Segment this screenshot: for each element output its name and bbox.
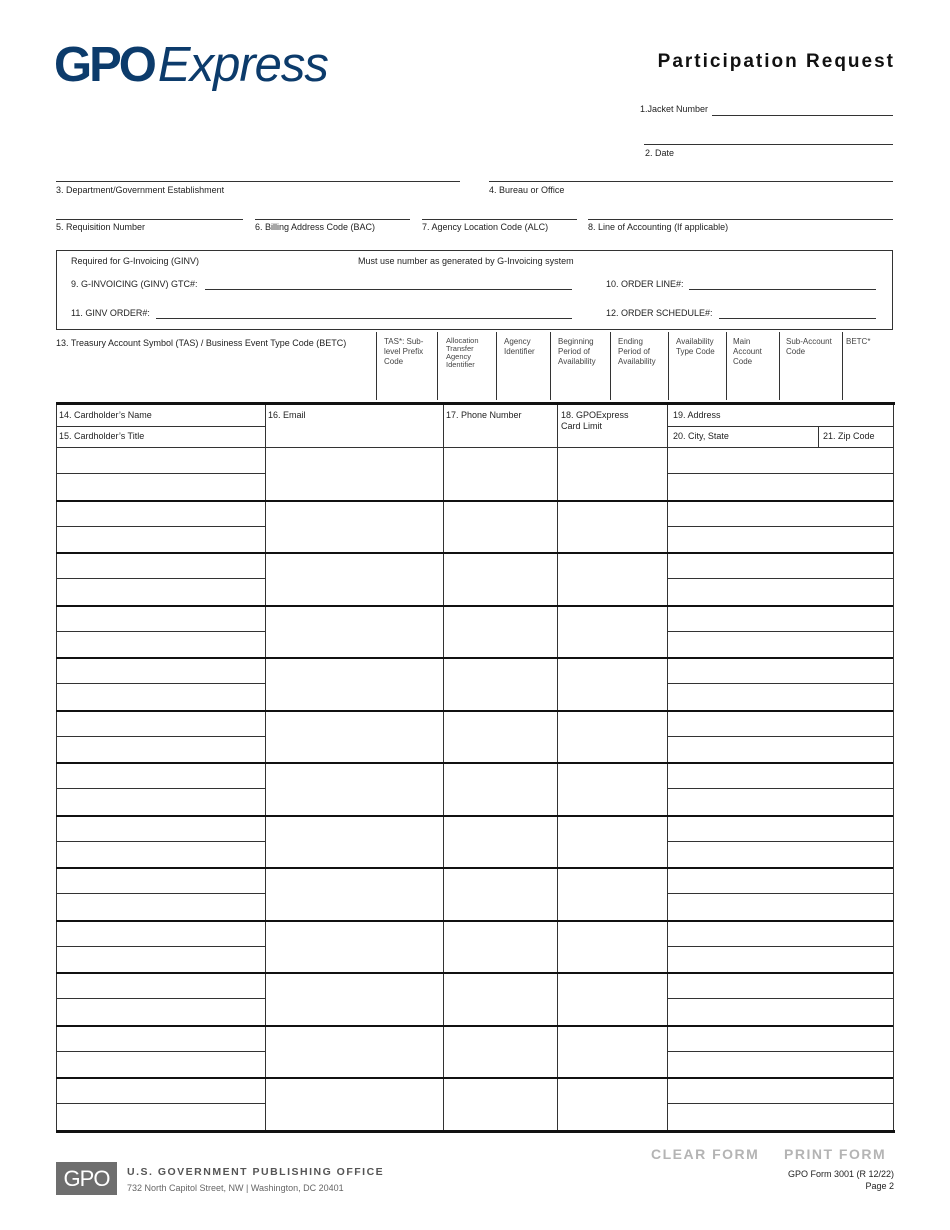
- city-state-zip-input[interactable]: [668, 947, 892, 971]
- tas-col-betc[interactable]: [842, 332, 895, 400]
- tas-col-availability-label: Availability Type Code: [676, 337, 715, 356]
- tas-col-sub-account[interactable]: [779, 332, 842, 400]
- tas-col-allocation-label: Allocation Transfer Agency Identifier: [446, 336, 479, 369]
- cardholder-title-input[interactable]: [57, 789, 264, 813]
- logo-express-text: Express: [157, 38, 328, 92]
- cardholder-title-header: 15. Cardholder’s Title: [59, 431, 145, 441]
- phone-input[interactable]: [444, 711, 556, 762]
- cardholder-title-input[interactable]: [57, 842, 264, 866]
- bureau-label: 4. Bureau or Office: [489, 185, 565, 195]
- cardholder-name-input[interactable]: [57, 763, 264, 787]
- form-number: [788, 1168, 894, 1192]
- tas-col-availability[interactable]: [668, 332, 726, 400]
- page-title: Participation Request: [657, 51, 895, 72]
- bureau-field[interactable]: [489, 181, 893, 182]
- city-state-zip-input[interactable]: [668, 474, 892, 498]
- phone-input[interactable]: [444, 816, 556, 867]
- card-limit-input[interactable]: [558, 501, 666, 552]
- cardholder-title-input[interactable]: [57, 579, 264, 603]
- city-state-zip-input[interactable]: [668, 527, 892, 551]
- email-input[interactable]: [266, 606, 442, 657]
- cardholder-name-input[interactable]: [57, 868, 264, 892]
- header-divider-address: [667, 426, 893, 427]
- bac-field[interactable]: [255, 219, 410, 220]
- tas-col-end-label: Ending Period of Availability: [618, 337, 656, 366]
- jacket-number-field[interactable]: [712, 115, 893, 116]
- table-right-border: [893, 405, 894, 1130]
- city-state-zip-input[interactable]: [668, 737, 892, 761]
- department-label: 3. Department/Government Establishment: [56, 185, 225, 195]
- line-of-accounting-field[interactable]: [588, 219, 893, 220]
- cardholder-name-header: 14. Cardholder’s Name: [59, 410, 152, 420]
- email-input[interactable]: [266, 921, 442, 972]
- city-state-zip-input[interactable]: [668, 894, 892, 918]
- tas-col-sublevel[interactable]: [376, 332, 437, 400]
- order-line-label: 10. ORDER LINE#:: [606, 279, 684, 289]
- phone-input[interactable]: [444, 921, 556, 972]
- cardholder-name-input[interactable]: [57, 1026, 264, 1050]
- card-limit-input[interactable]: [558, 553, 666, 604]
- alc-field[interactable]: [422, 219, 577, 220]
- cardholder-title-input[interactable]: [57, 999, 264, 1023]
- city-state-zip-input[interactable]: [668, 1104, 892, 1128]
- card-limit-input[interactable]: [558, 448, 666, 499]
- address-header: 19. Address: [673, 410, 721, 420]
- address-input[interactable]: [668, 553, 892, 577]
- tas-col-betc-label: BETC*: [846, 337, 871, 346]
- phone-input[interactable]: [444, 1078, 556, 1129]
- cardholder-name-input[interactable]: [57, 448, 264, 472]
- form-number-text: GPO Form 3001 (R 12/22): [787, 1169, 894, 1179]
- city-state-zip-input[interactable]: [668, 842, 892, 866]
- clear-form-button[interactable]: CLEAR FORM: [651, 1146, 760, 1162]
- tas-col-main-account-label: Main Account Code: [733, 337, 762, 366]
- email-input[interactable]: [266, 973, 442, 1024]
- cardholder-title-input[interactable]: [57, 947, 264, 971]
- address-input[interactable]: [668, 973, 892, 997]
- card-limit-input[interactable]: [558, 1078, 666, 1129]
- bac-label: 6. Billing Address Code (BAC): [255, 222, 376, 232]
- requisition-field[interactable]: [56, 219, 243, 220]
- address-input[interactable]: [668, 921, 892, 945]
- address-input[interactable]: [668, 868, 892, 892]
- email-input[interactable]: [266, 711, 442, 762]
- requisition-label: 5. Requisition Number: [56, 222, 146, 232]
- email-input[interactable]: [266, 448, 442, 499]
- address-input[interactable]: [668, 1026, 892, 1050]
- phone-input[interactable]: [444, 868, 556, 919]
- email-input[interactable]: [266, 868, 442, 919]
- city-state-zip-input[interactable]: [668, 1052, 892, 1076]
- ginv-order-field[interactable]: [156, 318, 572, 319]
- phone-input[interactable]: [444, 1026, 556, 1077]
- phone-input[interactable]: [444, 973, 556, 1024]
- cardholder-name-input[interactable]: [57, 973, 264, 997]
- email-input[interactable]: [266, 501, 442, 552]
- phone-header: 17. Phone Number: [446, 410, 522, 420]
- cardholder-title-input[interactable]: [57, 894, 264, 918]
- phone-input[interactable]: [444, 448, 556, 499]
- cardholder-title-input[interactable]: [57, 737, 264, 761]
- address-input[interactable]: [668, 606, 892, 630]
- alc-label: 7. Agency Location Code (ALC): [422, 222, 549, 232]
- ginv-order-label: 11. GINV ORDER#:: [71, 308, 150, 318]
- logo-gpo-text: GPO: [54, 38, 154, 92]
- tas-col-end[interactable]: [610, 332, 668, 400]
- phone-input[interactable]: [444, 763, 556, 814]
- tas-col-begin-label: Beginning Period of Availability: [558, 337, 596, 366]
- cardholder-title-input[interactable]: [57, 1052, 264, 1076]
- cardholder-name-input[interactable]: [57, 921, 264, 945]
- tas-col-agency-label: Agency Identifier: [504, 337, 535, 356]
- phone-input[interactable]: [444, 501, 556, 552]
- org-address: 732 North Capitol Street, NW | Washington, DC 20401: [127, 1183, 344, 1193]
- card-limit-input[interactable]: [558, 763, 666, 814]
- gtc-field[interactable]: [205, 289, 572, 290]
- zip-header: 21. Zip Code: [823, 431, 875, 441]
- ginv-must-use-note: Must use number as generated by G-Invoicing system: [358, 256, 574, 266]
- card-limit-header: 18. GPOExpress Card Limit: [561, 410, 629, 431]
- address-input[interactable]: [668, 711, 892, 735]
- city-state-zip-input[interactable]: [668, 789, 892, 813]
- address-input[interactable]: [668, 816, 892, 840]
- card-limit-input[interactable]: [558, 921, 666, 972]
- org-name: U.S. GOVERNMENT PUBLISHING OFFICE: [127, 1166, 385, 1178]
- cardholder-title-input[interactable]: [57, 474, 264, 498]
- cardholder-name-input[interactable]: [57, 501, 264, 525]
- order-schedule-field[interactable]: [719, 318, 876, 319]
- email-input[interactable]: [266, 816, 442, 867]
- tas-col-begin[interactable]: [550, 332, 610, 400]
- date-field[interactable]: [644, 144, 893, 145]
- city-state-zip-input[interactable]: [668, 632, 892, 656]
- cardholder-title-input[interactable]: [57, 1104, 264, 1128]
- tas-label: 13. Treasury Account Symbol (TAS) / Business Event Type Code (BETC): [56, 338, 347, 348]
- department-field[interactable]: [56, 181, 460, 182]
- ginv-required-note: Required for G-Invoicing (GINV): [71, 256, 200, 266]
- city-state-zip-input[interactable]: [668, 579, 892, 603]
- email-input[interactable]: [266, 1026, 442, 1077]
- phone-input[interactable]: [444, 606, 556, 657]
- email-input[interactable]: [266, 658, 442, 709]
- tas-col-main-account[interactable]: [726, 332, 779, 400]
- cardholder-name-input[interactable]: [57, 1078, 264, 1102]
- col-divider-city-zip: [818, 426, 819, 447]
- email-input[interactable]: [266, 553, 442, 604]
- tas-col-allocation[interactable]: [437, 332, 496, 400]
- order-line-field[interactable]: [689, 289, 876, 290]
- city-state-header: 20. City, State: [673, 431, 729, 441]
- cardholder-name-input[interactable]: [57, 816, 264, 840]
- phone-input[interactable]: [444, 553, 556, 604]
- address-input[interactable]: [668, 448, 892, 472]
- address-input[interactable]: [668, 501, 892, 525]
- card-limit-input[interactable]: [558, 658, 666, 709]
- tas-col-sublevel-label: TAS*: Sub-level Prefix Code: [384, 337, 424, 366]
- cardholder-name-input[interactable]: [57, 711, 264, 735]
- address-input[interactable]: [668, 763, 892, 787]
- gtc-label: 9. G-INVOICING (GINV) GTC#:: [71, 279, 198, 289]
- cardholder-name-input[interactable]: [57, 553, 264, 577]
- tas-col-agency[interactable]: [496, 332, 550, 400]
- cardholder-name-input[interactable]: [57, 658, 264, 682]
- email-input[interactable]: [266, 763, 442, 814]
- city-state-zip-input[interactable]: [668, 684, 892, 708]
- header-divider-name: [56, 426, 265, 427]
- cardholder-name-input[interactable]: [57, 606, 264, 630]
- card-limit-input[interactable]: [558, 816, 666, 867]
- print-form-button[interactable]: PRINT FORM: [784, 1146, 887, 1162]
- cardholder-title-input[interactable]: [57, 684, 264, 708]
- address-input[interactable]: [668, 658, 892, 682]
- date-label: 2. Date: [645, 148, 675, 158]
- page-number: Page 2: [865, 1181, 894, 1191]
- cardholder-title-input[interactable]: [57, 632, 264, 656]
- cardholder-table: [56, 402, 895, 1133]
- card-limit-input[interactable]: [558, 606, 666, 657]
- address-input[interactable]: [668, 1078, 892, 1102]
- line-of-accounting-label: 8. Line of Accounting (If applicable): [588, 222, 729, 232]
- email-input[interactable]: [266, 1078, 442, 1129]
- gpo-badge: GPO: [56, 1162, 117, 1195]
- card-limit-input[interactable]: [558, 868, 666, 919]
- card-limit-input[interactable]: [558, 711, 666, 762]
- tas-col-sub-account-label: Sub-Account Code: [786, 337, 832, 356]
- card-limit-input[interactable]: [558, 973, 666, 1024]
- card-limit-input[interactable]: [558, 1026, 666, 1077]
- order-schedule-label: 12. ORDER SCHEDULE#:: [606, 308, 713, 318]
- phone-input[interactable]: [444, 658, 556, 709]
- city-state-zip-input[interactable]: [668, 999, 892, 1023]
- gpoexpress-logo: [54, 36, 328, 94]
- email-header: 16. Email: [268, 410, 306, 420]
- jacket-number-label: 1.Jacket Number: [640, 104, 709, 114]
- cardholder-title-input[interactable]: [57, 527, 264, 551]
